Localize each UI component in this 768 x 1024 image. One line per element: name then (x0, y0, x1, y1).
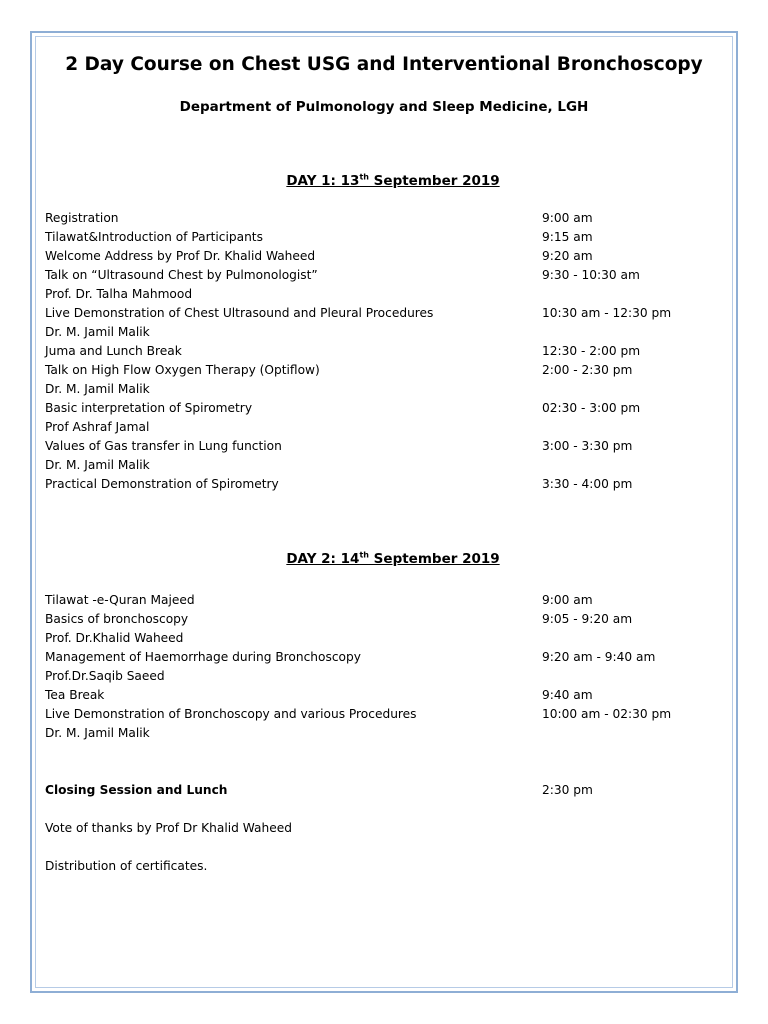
schedule-time: 2:00 - 2:30 pm (542, 363, 633, 377)
schedule-item: Tilawat&Introduction of Participants (45, 230, 263, 244)
closing-session-label: Closing Session and Lunch (45, 783, 228, 797)
schedule-row (45, 456, 725, 475)
schedule-row (45, 418, 725, 437)
schedule-item: Basic interpretation of Spirometry (45, 401, 253, 415)
schedule-item: Tea Break (45, 688, 105, 702)
schedule-time: 10:00 am - 02:30 pm (542, 707, 672, 721)
schedule-item: Practical Demonstration of Spirometry (45, 477, 279, 491)
schedule-speaker: Prof Ashraf Jamal (45, 420, 150, 434)
schedule-row (45, 228, 725, 247)
schedule-row (45, 610, 725, 629)
schedule-time: 9:15 am (542, 230, 593, 244)
day1-heading-month: September 2019 (368, 173, 500, 189)
closing-session-time: 2:30 pm (542, 783, 593, 797)
day1-schedule (45, 209, 725, 494)
schedule-row (45, 629, 725, 648)
schedule-time: 9:00 am (542, 593, 593, 607)
schedule-speaker: Dr. M. Jamil Malik (45, 382, 150, 396)
schedule-row (45, 304, 725, 323)
schedule-time: 9:05 - 9:20 am (542, 612, 633, 626)
schedule-row (45, 342, 725, 361)
day2-heading (0, 551, 768, 567)
day1-heading (0, 173, 768, 189)
department-subtitle: Department of Pulmonology and Sleep Medicine, LGH (179, 99, 589, 115)
certificate-distribution: Distribution of certificates. (45, 859, 208, 873)
schedule-row (45, 724, 725, 743)
schedule-row (45, 323, 725, 342)
schedule-item: Talk on “Ultrasound Chest by Pulmonologist” (45, 268, 318, 282)
schedule-row (45, 399, 725, 418)
schedule-item: Juma and Lunch Break (45, 344, 182, 358)
schedule-row (45, 285, 725, 304)
day2-heading-month: September 2019 (368, 551, 500, 567)
schedule-speaker: Dr. M. Jamil Malik (45, 726, 150, 740)
schedule-row (45, 437, 725, 456)
schedule-row (45, 247, 725, 266)
schedule-row (45, 686, 725, 705)
schedule-item: Live Demonstration of Bronchoscopy and various Procedures (45, 707, 417, 721)
schedule-row (45, 361, 725, 380)
schedule-row (45, 591, 725, 610)
day2-heading-suffix: th (359, 550, 369, 560)
schedule-time: 3:30 - 4:00 pm (542, 477, 633, 491)
schedule-item: Basics of bronchoscopy (45, 612, 189, 626)
day1-heading-date: DAY 1: 13 (286, 173, 360, 189)
schedule-item: Live Demonstration of Chest Ultrasound and Pleural Procedures (45, 306, 434, 320)
schedule-item: Values of Gas transfer in Lung function (45, 439, 282, 453)
schedule-time: 9:30 - 10:30 am (542, 268, 640, 282)
schedule-row (45, 475, 725, 494)
vote-of-thanks: Vote of thanks by Prof Dr Khalid Waheed (45, 821, 292, 835)
schedule-time: 12:30 - 2:00 pm (542, 344, 641, 358)
schedule-item: Management of Haemorrhage during Bronchoscopy (45, 650, 361, 664)
schedule-row (45, 380, 725, 399)
schedule-time: 10:30 am - 12:30 pm (542, 306, 672, 320)
schedule-speaker: Dr. M. Jamil Malik (45, 325, 150, 339)
schedule-time: 9:20 am (542, 249, 593, 263)
closing-session (45, 781, 725, 800)
schedule-row (45, 667, 725, 686)
schedule-item: Registration (45, 211, 119, 225)
day1-heading-suffix: th (359, 172, 369, 182)
day2-schedule (45, 591, 725, 743)
schedule-item: Welcome Address by Prof Dr. Khalid Waheed (45, 249, 316, 263)
schedule-row (45, 266, 725, 285)
page-title: 2 Day Course on Chest USG and Interventional Bronchoscopy (65, 54, 703, 75)
schedule-time: 9:20 am - 9:40 am (542, 650, 656, 664)
schedule-speaker: Prof.Dr.Saqib Saeed (45, 669, 165, 683)
schedule-time: 9:00 am (542, 211, 593, 225)
schedule-time: 02:30 - 3:00 pm (542, 401, 641, 415)
schedule-speaker: Prof. Dr. Talha Mahmood (45, 287, 193, 301)
schedule-time: 3:00 - 3:30 pm (542, 439, 633, 453)
schedule-time: 9:40 am (542, 688, 593, 702)
schedule-speaker: Prof. Dr.Khalid Waheed (45, 631, 184, 645)
schedule-item: Tilawat -e-Quran Majeed (45, 593, 195, 607)
schedule-speaker: Dr. M. Jamil Malik (45, 458, 150, 472)
schedule-row (45, 209, 725, 228)
schedule-item: Talk on High Flow Oxygen Therapy (Optiflow) (45, 363, 320, 377)
schedule-row (45, 705, 725, 724)
day2-heading-date: DAY 2: 14 (286, 551, 360, 567)
schedule-row (45, 648, 725, 667)
